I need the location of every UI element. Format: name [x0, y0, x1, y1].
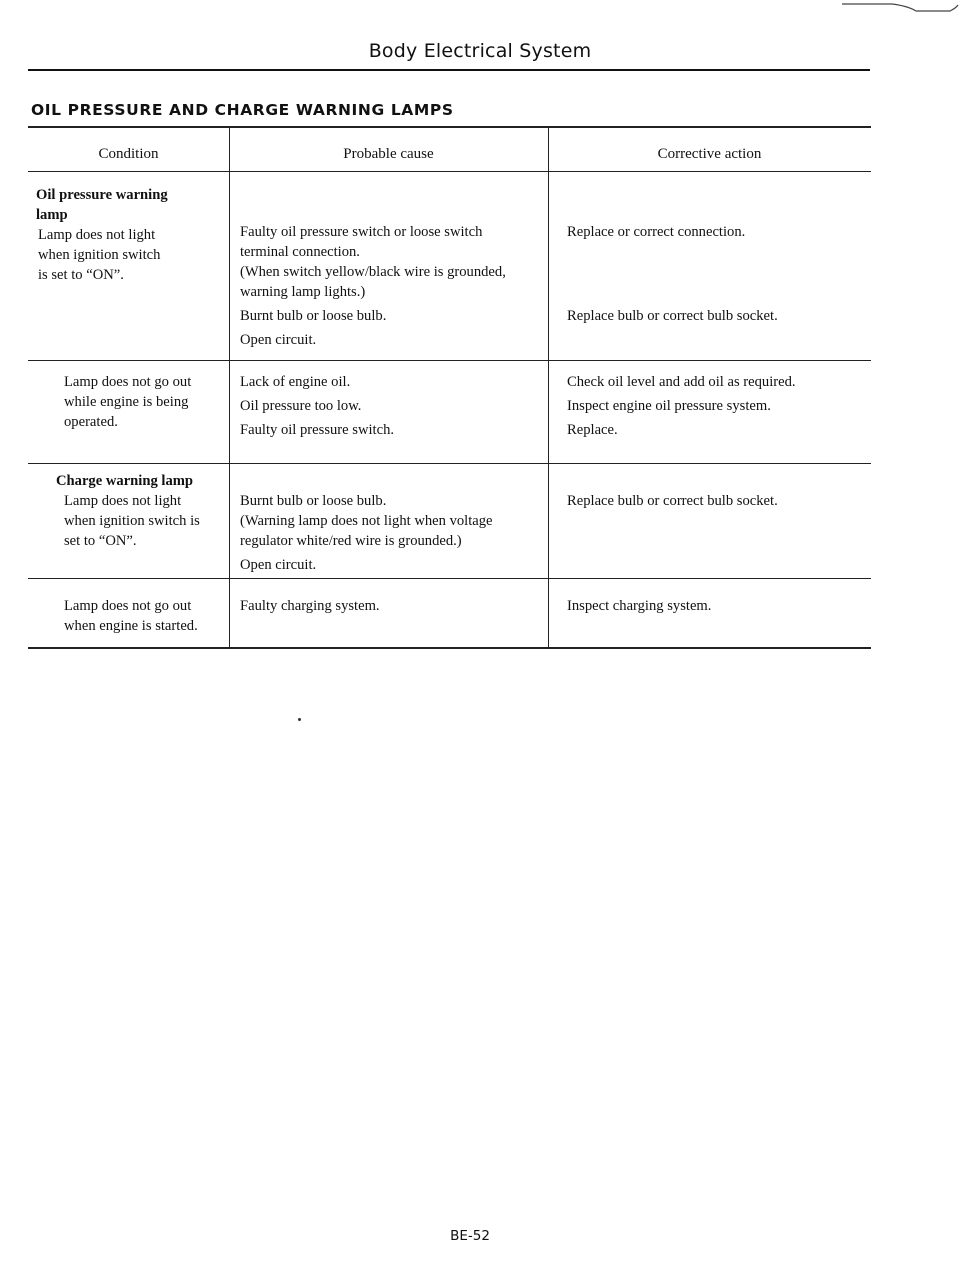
row-divider — [28, 360, 871, 361]
condition-text: when ignition switch — [38, 247, 161, 263]
condition-cell — [64, 372, 191, 432]
cause-text: (When switch yellow/black wire is grounded, — [240, 264, 506, 280]
condition-text: while engine is being — [64, 394, 189, 410]
action-text: Replace bulb or correct bulb socket. — [567, 308, 778, 324]
troubleshooting-table — [28, 126, 871, 650]
cause-text: Burnt bulb or loose bulb. — [240, 493, 387, 509]
page-number: BE-52 — [450, 1228, 490, 1244]
condition-text: Lamp does not light — [64, 493, 182, 509]
table-bottom-rule — [28, 647, 871, 649]
column-header-corrective-action: Corrective action — [657, 146, 762, 162]
running-head-title: Body Electrical System — [368, 40, 592, 62]
column-header-probable-cause: Probable cause — [343, 146, 434, 162]
condition-cell — [56, 471, 200, 551]
cause-text: Oil pressure too low. — [240, 398, 362, 414]
condition-text: Lamp does not go out — [64, 598, 192, 614]
cause-text: Open circuit. — [240, 332, 317, 348]
action-text: Inspect charging system. — [567, 598, 712, 614]
column-divider — [229, 126, 230, 648]
condition-text: operated. — [64, 414, 118, 430]
condition-text: when ignition switch is — [64, 513, 200, 529]
condition-heading: Oil pressure warning — [36, 187, 168, 203]
condition-text: Lamp does not go out — [64, 374, 192, 390]
cause-text: Faulty oil pressure switch. — [240, 422, 395, 438]
header-bottom-rule — [28, 171, 871, 172]
cause-text: regulator white/red wire is grounded.) — [240, 533, 462, 549]
action-text: Replace or correct connection. — [567, 224, 746, 240]
column-divider — [548, 126, 549, 648]
condition-text: is set to “ON”. — [38, 267, 124, 283]
action-text: Check oil level and add oil as required. — [567, 374, 796, 390]
cause-text: Open circuit. — [240, 557, 317, 573]
corner-scan-mark — [830, 0, 960, 20]
cause-text: terminal connection. — [240, 244, 360, 260]
action-text: Inspect engine oil pressure system. — [567, 398, 771, 414]
row-divider — [28, 463, 871, 464]
action-text: Replace. — [567, 422, 618, 438]
condition-text: when engine is started. — [64, 618, 198, 634]
column-header-condition: Condition — [98, 146, 159, 162]
cause-text: Faulty charging system. — [240, 598, 380, 614]
row-divider — [28, 578, 871, 579]
condition-heading: lamp — [36, 207, 68, 223]
cause-text: Lack of engine oil. — [240, 374, 351, 390]
header-rule — [28, 69, 870, 71]
action-text: Replace bulb or correct bulb socket. — [567, 493, 778, 509]
section-title: OIL PRESSURE AND CHARGE WARNING LAMPS — [31, 101, 454, 119]
cause-text: warning lamp lights.) — [240, 284, 366, 300]
condition-cell — [64, 596, 198, 636]
condition-heading: Charge warning lamp — [56, 473, 194, 489]
stray-scan-dot — [298, 718, 301, 721]
cause-text: (Warning lamp does not light when voltage — [240, 513, 493, 529]
condition-text: set to “ON”. — [64, 533, 137, 549]
condition-cell — [36, 185, 168, 285]
cause-text: Burnt bulb or loose bulb. — [240, 308, 387, 324]
cause-text: Faulty oil pressure switch or loose switch — [240, 224, 483, 240]
condition-text: Lamp does not light — [38, 227, 156, 243]
table-top-rule — [28, 126, 871, 128]
